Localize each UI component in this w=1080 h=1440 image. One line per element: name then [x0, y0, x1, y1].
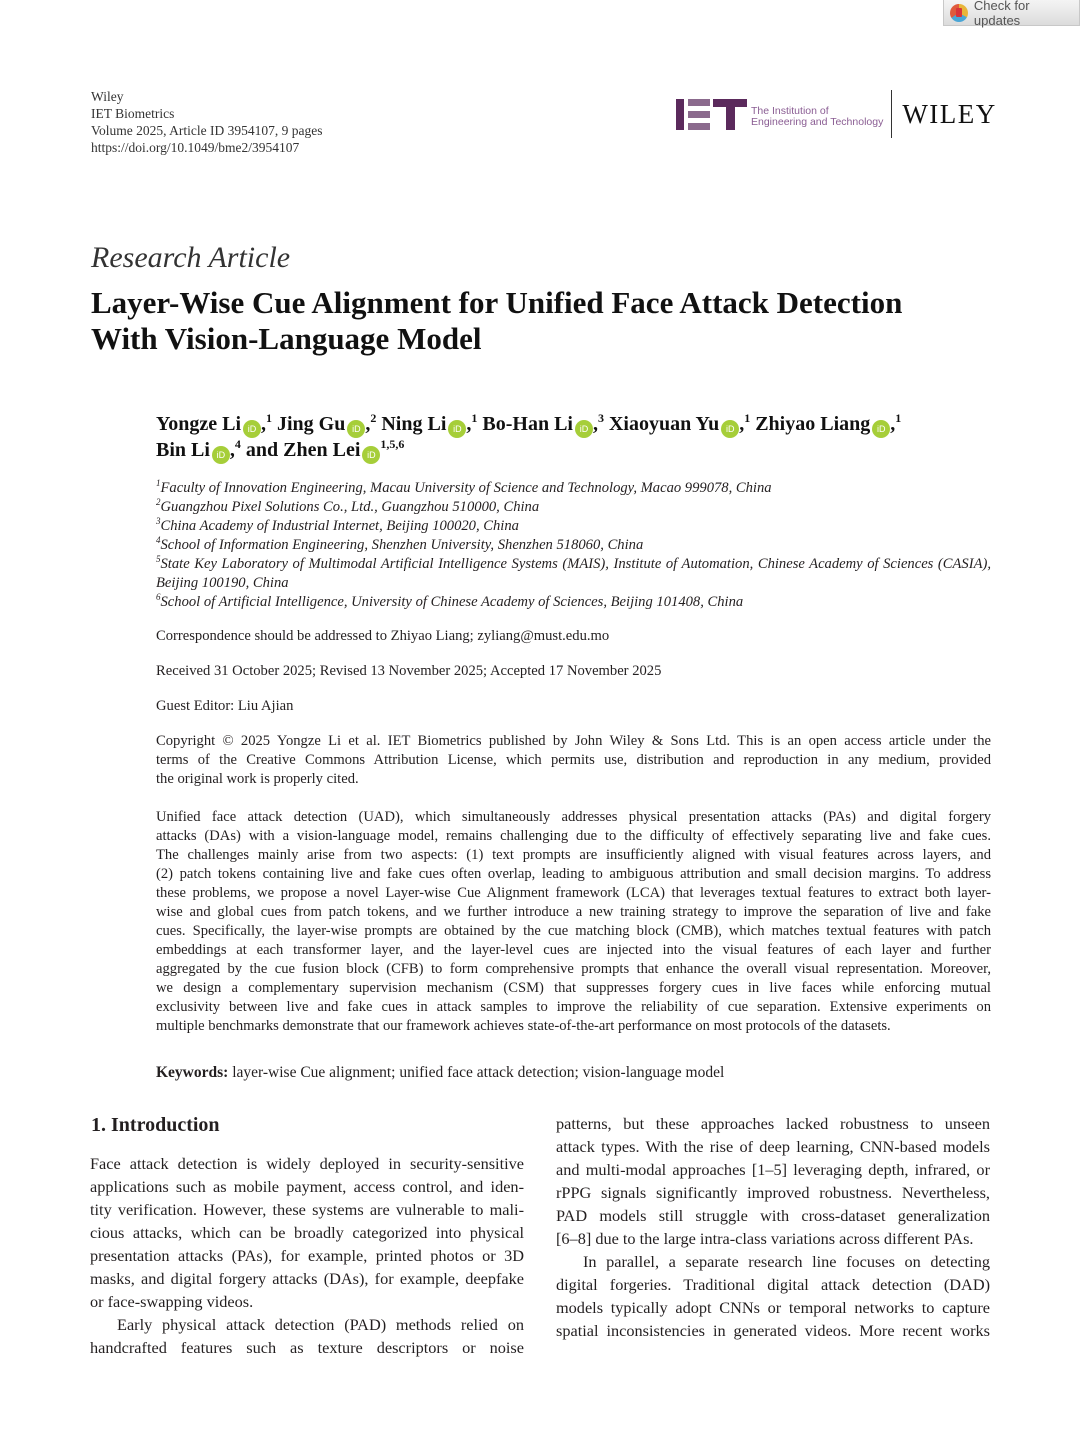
intro-right-column [556, 1112, 990, 1342]
author-affiliation-number: 1 [744, 411, 751, 425]
copyright-line: terms of the Creative Commons Attribution License, which permits use, distribution and reproduction in any medium, provided [156, 752, 991, 768]
body-text-line: digital forgeries. Traditional digital attack detection (DAD) [556, 1275, 990, 1294]
affiliation-text: Faculty of Innovation Engineering, Macau University of Science and Technology, Macao 999078, China [160, 480, 772, 496]
body-text-line: Early physical attack detection (PAD) methods relied on [117, 1315, 524, 1334]
abstract-line: multiple benchmarks demonstrate that our framework achieves state-of-the-art performance on most protocols of the datasets. [156, 1018, 891, 1034]
orcid-icon[interactable]: iD [721, 420, 739, 438]
affiliation-text: School of Information Engineering, Shenzhen University, Shenzhen 518060, China [160, 537, 644, 553]
affiliation-number: 1 [156, 478, 161, 488]
orcid-icon[interactable]: iD [243, 420, 261, 438]
abstract [156, 808, 991, 1036]
journal-name: IET Biometrics [91, 106, 175, 121]
abstract-line: we design a complementary supervision mechanism (CSM) that suppresses forgery cues in live faces while enforcing mutual [156, 980, 991, 996]
author-separator: , [466, 413, 472, 435]
iet-logo: The Institution of Engineering and Technology [676, 98, 883, 130]
affiliations [156, 479, 991, 612]
affiliation-text: School of Artificial Intelligence, University of Chinese Academy of Sciences, Beijing 101408, China [160, 594, 744, 610]
affiliation [156, 479, 991, 498]
affiliation-number: 4 [156, 535, 161, 545]
abstract-line: cues. Specifically, the layer-wise prompts are obtained by the cue matching block (CMB), which matches textual features with patch [156, 923, 991, 939]
body-text-line: masks, and digital forgery attacks (DAs), for example, deepfake [90, 1269, 524, 1288]
affiliation-number: 6 [156, 592, 161, 602]
abstract-line: Unified face attack detection (UAD), which simultaneously addresses physical presentation attacks (PAs) and digital forgery [156, 809, 991, 825]
doi-link[interactable]: https://doi.org/10.1049/bme2/3954107 [91, 140, 300, 155]
body-text-line: attack types. With the rise of deep learning, CNN-based models [556, 1137, 990, 1156]
copyright-notice [156, 732, 991, 789]
dates: Received 31 October 2025; Revised 13 November 2025; Accepted 17 November 2025 [156, 663, 662, 679]
affiliation-text: Guangzhou Pixel Solutions Co., Ltd., Guangzhou 510000, China [160, 499, 540, 515]
author-affiliation-number: 1,5,6 [380, 437, 405, 451]
body-text-line: PAD models still struggle with cross-dataset generalization [556, 1206, 990, 1225]
author: Ning Li [381, 413, 447, 435]
author: Bo-Han Li [482, 413, 573, 435]
affiliation [156, 536, 991, 555]
body-text-line: presentation attacks (PAs), for example, printed photos or 3D [90, 1246, 524, 1265]
author: Bin Li [156, 439, 210, 461]
keywords: Keywords: layer-wise Cue alignment; unified face attack detection; vision-language model [156, 1064, 725, 1081]
volume-info: Volume 2025, Article ID 3954107, 9 pages [91, 123, 323, 138]
correspondence: Correspondence should be addressed to Zhiyao Liang; zyliang@must.edu.mo [156, 628, 610, 644]
logo-divider [891, 90, 892, 138]
wiley-logo: WILEY [902, 98, 997, 129]
body-text-line: Face attack detection is widely deployed in security-sensitive [90, 1154, 524, 1173]
orcid-icon[interactable]: iD [212, 446, 230, 464]
author-affiliation-number: 1 [895, 411, 902, 425]
author-affiliation-number: 1 [471, 411, 478, 425]
affiliation [156, 555, 991, 593]
body-text-line: patterns, but these approaches lacked robustness to unseen [556, 1114, 990, 1133]
affiliation [156, 498, 991, 517]
check-for-updates-button[interactable] [943, 0, 1080, 26]
author: Zhen Lei [283, 439, 361, 461]
body-text-line: rPPG signals significantly improved robustness. Nevertheless, [556, 1183, 990, 1202]
paper-title: Layer-Wise Cue Alignment for Unified Face Attack Detection With Vision-Language Model [91, 285, 903, 356]
article-type: Research Article [91, 241, 291, 274]
orcid-icon[interactable]: iD [872, 420, 890, 438]
publisher: Wiley [91, 89, 124, 104]
affiliation-number: 5 [156, 554, 161, 564]
orcid-icon[interactable]: iD [347, 420, 365, 438]
intro-left-column [90, 1152, 524, 1359]
abstract-line: (2) patch tokens containing live and fake cues often overlap, leading to ambiguous attribution and small decision margins. To address [156, 866, 991, 882]
body-text-line: spatial inconsistencies in generated videos. More recent works [556, 1321, 990, 1340]
body-text-line: tity verification. However, these systems are vulnerable to mali- [90, 1200, 524, 1219]
affiliation-text: State Key Laboratory of Multimodal Artificial Intelligence Systems (MAIS), Institute of Automation, Chinese Academy of Sciences (CASIA), Beijing 100190, China [156, 556, 991, 591]
author-affiliation-number: 1 [266, 411, 272, 425]
affiliation-text: China Academy of Industrial Internet, Beijing 100020, China [160, 518, 519, 534]
orcid-icon[interactable]: iD [362, 446, 380, 464]
affiliation [156, 593, 991, 612]
copyright-line: Copyright © 2025 Yongze Li et al. IET Biometrics published by John Wiley & Sons Ltd. This is an open access article under the [156, 733, 991, 749]
author: Yongze Li [156, 413, 241, 435]
author-affiliation-number: 4 [234, 437, 241, 451]
publisher-logos [676, 90, 997, 138]
abstract-line: embeddings at each transformer layer, and the layer-level cues are injected into the visual features of each layer and further [156, 942, 991, 958]
affiliation-number: 3 [156, 516, 161, 526]
author: Jing Gu [277, 413, 346, 435]
copyright-line: the original work is properly cited. [156, 771, 359, 787]
and-word: and [245, 439, 279, 461]
author-separator: , [229, 439, 235, 461]
body-text-line: applications such as mobile payment, access control, and iden- [90, 1177, 524, 1196]
journal-metadata [91, 88, 322, 156]
author-separator: , [739, 413, 745, 435]
body-text-line: cious attacks, which can be broadly categorized into physical [90, 1223, 524, 1242]
affiliation-number: 2 [156, 497, 161, 507]
author-separator: , [592, 413, 598, 435]
body-text-line: In parallel, a separate research line focuses on detecting [583, 1252, 990, 1271]
orcid-icon[interactable]: iD [448, 420, 466, 438]
author-separator: , [365, 413, 371, 435]
abstract-line: aggregated by the cue fusion block (CFB) to form comprehensive prompts that enhance the overall visual representation. Moreover, [156, 961, 991, 977]
body-text-line: handcrafted features such as texture descriptors or noise [90, 1338, 524, 1357]
body-text-line: or face-swapping videos. [90, 1292, 254, 1311]
author-affiliation-number: 3 [597, 411, 604, 425]
author-affiliation-number: 2 [370, 411, 377, 425]
author-separator: , [261, 413, 266, 435]
abstract-line: attacks (DAs) with a vision-language model, remains challenging due to the difficulty of effectively separating live and fake cues. [156, 828, 991, 844]
body-text-line: [6–8] due to the large intra-class variations across different PAs. [556, 1229, 974, 1248]
author-list [156, 412, 901, 464]
abstract-line: exclusivity between live and fake cues in attack samples to improve the reliability of cue separation. Extensive experiments on [156, 999, 991, 1015]
body-text-line: models typically adopt CNNs or temporal networks to capture [556, 1298, 990, 1317]
abstract-line: The challenges mainly arise from two aspects: (1) text prompts are insufficiently aligned with visual features across layers, and [156, 847, 991, 863]
author: Xiaoyuan Yu [608, 413, 720, 435]
author: Zhiyao Liang [755, 413, 871, 435]
check-for-updates-label: Check for updates [973, 0, 1030, 28]
guest-editor: Guest Editor: Liu Ajian [156, 698, 294, 714]
abstract-line: these problems, we propose a novel Layer-wise Cue Alignment framework (LCA) that leverages textual features to extract both layer- [156, 885, 991, 901]
affiliation [156, 517, 991, 536]
section-heading: 1. Introduction [91, 1114, 220, 1136]
crossmark-icon [950, 4, 968, 22]
abstract-line: wise and global cues from patch tokens, and we further introduce a new training strategy to improve the separation of live and fake [156, 904, 991, 920]
body-text-line: and multi-modal approaches [1–5] leveraging depth, infrared, or [556, 1160, 990, 1179]
author-separator: , [890, 413, 896, 435]
orcid-icon[interactable]: iD [575, 420, 593, 438]
